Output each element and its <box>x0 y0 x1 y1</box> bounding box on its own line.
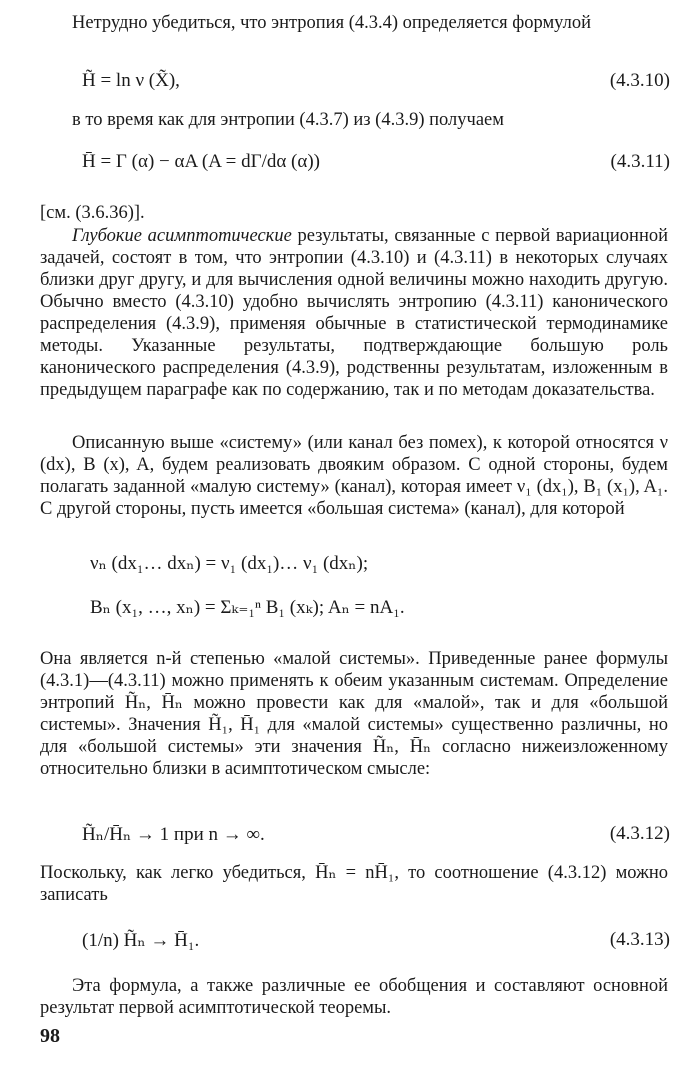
equation-number: (4.3.10) <box>609 70 670 91</box>
page-number: 98 <box>40 1025 60 1047</box>
paragraph-4-body: результаты, связанные с первой вариационной задачей, состоят в том, что энтропии (4.3.10) и (4.3.11) в некоторых случаях близки друг другу, и для вычисления одной величины можно находить другую. Обычно вместо (4.3.10) удобно вычислять энтропию (4.3.11) канонического распределения (4.3.9), применяя обычные в статистической термодинамике методы. Указанные результаты, подтверждающие большую роль канонического распределения (4.3.9), родственны результатам, изложенным в предыдущем параграфе как по содержанию, так и по методам доказательства. <box>40 226 668 400</box>
paragraph-2: в то время как для энтропии (4.3.7) из (4.3.9) получаем <box>72 110 504 130</box>
italic-term: Глубокие асимптотические <box>72 226 292 246</box>
equation-number: (4.3.12) <box>609 823 670 844</box>
equation-formula: (1/n) H̃ₙ → H̄₁. <box>82 930 200 951</box>
paragraph-7: Поскольку, как легко убедиться, H̄ₙ = nH̄₁, то соотношение (4.3.12) можно записать <box>40 863 668 905</box>
paragraph-1: Нетрудно убедиться, что энтропия (4.3.4) определяется формулой <box>72 13 591 33</box>
paragraph-4 <box>40 225 668 401</box>
equation-b-n <box>40 596 670 626</box>
equation-formula: H̃ₙ/H̄ₙ → 1 при n → ∞. <box>82 824 265 845</box>
equation-nu-n <box>40 552 670 582</box>
equation-4-3-12 <box>40 823 670 853</box>
paragraph-8: Эта формула, а также различные ее обобщения и составляют основной результат первой асимптотической теоремы. <box>40 976 668 1018</box>
paragraph-3: [см. (3.6.36)]. <box>40 203 145 223</box>
equation-formula: H̃ = ln ν (X̃), <box>82 70 180 91</box>
equation-4-3-11 <box>40 151 670 181</box>
paragraph-6: Она является n-й степенью «малой системы». Приведенные ранее формулы (4.3.1)—(4.3.11) можно применять к обеим указанным системам. Определение энтропий H̃ₙ, H̄ₙ можно провести как для «малой», так и для «большой системы». Значения H̃₁, H̄₁ для «малой системы» существенно различны, но для «большой системы» эти значения H̃ₙ, H̄ₙ согласно нижеизложенному относительно близки в асимптотическом смысле: <box>40 649 668 779</box>
paragraph-5: Описанную выше «систему» (или канал без помех), к которой относятся ν (dx), B (x), A, будем реализовать двояким образом. С одной стороны, будем полагать заданной «малую систему» (канал), которая имеет ν₁ (dx₁), B₁ (x₁), A₁. С другой стороны, пусть имеется «большая система» (канал), для которой <box>40 433 668 519</box>
equation-formula: Bₙ (x₁, …, xₙ) = Σₖ₌₁ⁿ B₁ (xₖ); Aₙ = nA₁. <box>90 597 405 618</box>
equation-4-3-13 <box>40 929 670 959</box>
equation-4-3-10 <box>40 70 670 100</box>
equation-number: (4.3.11) <box>610 151 670 172</box>
equation-formula: νₙ (dx₁… dxₙ) = ν₁ (dx₁)… ν₁ (dxₙ); <box>90 553 369 574</box>
equation-formula: H̄ = Γ (α) − αA (A = dΓ/dα (α)) <box>82 151 320 172</box>
equation-number: (4.3.13) <box>609 929 670 950</box>
